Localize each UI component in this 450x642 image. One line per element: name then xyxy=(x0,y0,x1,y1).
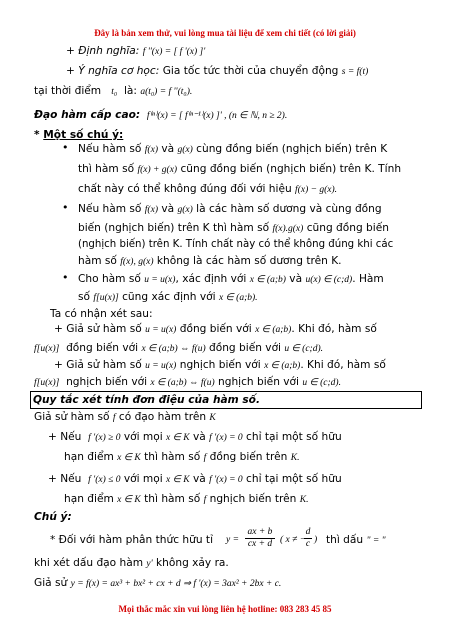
bullet-icon: • xyxy=(62,201,69,214)
notes-title-line xyxy=(34,128,123,142)
note-1-tail xyxy=(326,533,386,548)
physics-meaning-line-2 xyxy=(34,84,192,99)
math-fx: f(x) xyxy=(144,205,158,215)
rule-text: chỉ tại một số hữu xyxy=(246,431,342,443)
note-text: chất này có thể không đúng đối với hiệu xyxy=(78,183,292,195)
math-x-in-K: x ∈ K xyxy=(117,495,141,505)
note-text: số xyxy=(78,291,91,303)
math-u: u = u(x) xyxy=(145,325,177,335)
math-gx: g(x) xyxy=(177,205,193,215)
note-text: Nếu hàm số xyxy=(78,203,142,215)
notes-title: Một số chú ý: xyxy=(43,129,124,141)
observation-2-line-2 xyxy=(34,375,341,390)
math-f: f xyxy=(203,495,207,505)
physics-text-2: tại thời điểm xyxy=(34,85,102,97)
math-x-interval: x ∈ (a;b) xyxy=(264,361,301,371)
note-text: Cho hàm số xyxy=(78,273,141,285)
note-text: , xác định với xyxy=(175,273,247,285)
note-title: Chú ý: xyxy=(34,511,72,523)
rule-text: + Nếu xyxy=(48,473,82,485)
second-derivative-formula: f ''(x) = [ f '(x) ]' xyxy=(142,47,206,57)
bullet-icon: • xyxy=(62,271,69,284)
math-u: u = u(x) xyxy=(144,275,176,285)
note-text: thì dấu xyxy=(326,534,364,546)
note-2-line-2 xyxy=(78,221,389,236)
note-3-line-1 xyxy=(78,272,384,287)
note-text: là các hàm số dương và cùng đồng xyxy=(196,203,382,215)
note-text: cùng đồng biến (nghịch biến) trên K xyxy=(196,143,388,155)
note-text: hàm số xyxy=(78,255,117,267)
math-gx: g(x) xyxy=(177,145,193,155)
note-2-line-4 xyxy=(78,254,342,269)
math-K: K. xyxy=(299,495,309,505)
rule-2-line-1 xyxy=(48,472,342,487)
math-x-in-K: x ∈ K xyxy=(166,433,190,443)
rule-text: nghịch biến trên xyxy=(209,493,297,505)
observation-1-line-1 xyxy=(54,322,377,337)
math-diff: f(x) − g(x). xyxy=(295,185,338,195)
rule-text: + Nếu xyxy=(48,431,82,443)
motion-equation: s = f(t) xyxy=(341,67,369,77)
fraction-numerator: ax + b xyxy=(247,527,273,537)
math-equivalence: x ∈ (a;b) ⇔ f(u) xyxy=(141,344,206,354)
rule-text: Giả sử hàm số xyxy=(34,411,110,423)
note-1-line-3 xyxy=(78,182,337,197)
note-text: nghịch biến với xyxy=(179,359,261,371)
note-text: cũng đồng biến xyxy=(306,222,389,234)
rule-1-line-1 xyxy=(48,430,342,445)
math-x-interval: x ∈ (a;b) xyxy=(255,325,292,335)
math-f: f xyxy=(112,413,116,423)
rule-text: đồng biến trên xyxy=(209,451,288,463)
note-text: đồng biến với xyxy=(209,342,281,354)
note-text: và xyxy=(161,203,175,215)
note-1-line-2 xyxy=(78,162,401,177)
math-fg: f(x), g(x) xyxy=(120,257,154,267)
note-text: . Khi đó, hàm số xyxy=(300,359,386,371)
note-text: + Giả sử hàm số xyxy=(54,359,142,371)
fraction-denominator: c xyxy=(305,539,311,549)
definition-line xyxy=(66,44,205,59)
rule-text: thì hàm số xyxy=(144,493,201,505)
note-text: * Đối với hàm phân thức hữu tỉ xyxy=(50,534,214,546)
math-u-interval: u ∈ (c;d). xyxy=(284,344,323,354)
definition-label: + Định nghĩa: xyxy=(66,45,140,57)
fraction-denominator: cx + d xyxy=(247,539,273,549)
math-equation: f '(x) = 0 xyxy=(209,475,243,485)
note-text: . Khi đó, hàm số xyxy=(291,323,377,335)
rule-title: Quy tắc xét tính đơn điệu của hàm số. xyxy=(33,394,260,406)
rule-text: hạn điểm xyxy=(64,451,114,463)
math-K: K. xyxy=(290,453,300,463)
math-x-interval: x ∈ (a;b) xyxy=(249,275,286,285)
math-inequality: f '(x) ≥ 0 xyxy=(88,433,121,443)
math-equation: f '(x) = 0 xyxy=(209,433,243,443)
note-text: cũng đồng biến (nghịch biến) trên K. Tính xyxy=(180,163,402,175)
math-fu: f[u(x)] xyxy=(93,293,119,303)
rule-text: và xyxy=(193,473,206,485)
note-text: thì hàm số xyxy=(78,163,135,175)
note-text: Giả sử xyxy=(34,577,68,589)
note-2-line-1 xyxy=(78,202,382,217)
math-equivalence: x ∈ (a;b) ⇔ f(u) xyxy=(150,378,215,388)
hotline-footer: Mọi thắc mắc xin vui lòng liên hệ hotline: 083 283 45 85 xyxy=(118,604,332,614)
rule-intro xyxy=(34,410,216,425)
observation-1-line-2 xyxy=(34,341,323,356)
higher-order-label: Đạo hàm cấp cao: xyxy=(34,109,141,121)
note-text: đồng biến với xyxy=(66,342,139,354)
equals-sign-quote: " = " xyxy=(366,536,386,546)
math-u: u = u(x) xyxy=(145,361,177,371)
notes-star: * xyxy=(34,129,40,141)
rule-1-line-2 xyxy=(64,450,300,465)
note-3-line-2 xyxy=(78,290,258,305)
rule-text: thì hàm số xyxy=(144,451,201,463)
rule-text: có đạo hàm trên xyxy=(118,411,207,423)
rational-y: y = xyxy=(226,535,240,545)
math-f: f xyxy=(203,453,207,463)
math-fx: f(x) xyxy=(144,145,158,155)
condition-fraction xyxy=(304,527,312,550)
condition-left: ( x ≠ − xyxy=(280,535,307,545)
note-2-line xyxy=(34,576,281,591)
math-u-interval: u ∈ (c;d). xyxy=(302,378,341,388)
note-text: và xyxy=(289,273,303,285)
note-text: nghịch biến với xyxy=(66,376,148,388)
observation-label: Ta có nhận xét sau: xyxy=(50,308,153,320)
rule-text: với mọi xyxy=(123,473,163,485)
physics-meaning-text: Gia tốc tức thời của chuyển động xyxy=(162,65,339,77)
bullet-icon: • xyxy=(62,141,69,154)
rational-fraction xyxy=(245,527,275,550)
math-product: f(x).g(x) xyxy=(272,224,304,234)
note-2-line-3 xyxy=(78,238,393,252)
note-text: (nghịch biến) trên K. Tính chất này có thể không đúng khi các xyxy=(78,239,394,250)
math-fu: f[u(x)] xyxy=(34,344,60,354)
math-x-in-K: x ∈ K xyxy=(117,453,141,463)
rule-text: với mọi xyxy=(123,431,163,443)
higher-order-formula: f⁽ⁿ⁾(x) = [ f⁽ⁿ⁻¹⁾(x) ]' , (n ∈ ℕ, n ≥ 2). xyxy=(146,111,288,121)
math-K: K xyxy=(209,413,216,423)
math-x-interval: x ∈ (a;b). xyxy=(218,293,258,303)
math-u-interval: u(x) ∈ (c;d) xyxy=(305,275,353,285)
physics-meaning-label: + Ý nghĩa cơ học: xyxy=(66,65,160,77)
note-text: không là các hàm số dương trên K. xyxy=(156,255,342,267)
math-sum: f(x) + g(x) xyxy=(137,165,178,175)
is-label: là: xyxy=(123,85,137,97)
note-text: + Giả sử hàm số xyxy=(54,323,142,335)
note-text: . Hàm xyxy=(352,273,384,285)
note-text: cũng xác định với xyxy=(122,291,216,303)
math-inequality: f '(x) ≤ 0 xyxy=(88,475,121,485)
preview-header: Đây là bản xem thử, vui lòng mua tài liệu để xem chi tiết (có lời giải) xyxy=(94,28,356,38)
physics-meaning-line xyxy=(66,64,368,79)
note-1-line-2 xyxy=(34,556,229,571)
note-text: Nếu hàm số xyxy=(78,143,142,155)
math-fu: f[u(x)] xyxy=(34,378,60,388)
rule-text: hạn điểm xyxy=(64,493,114,505)
observation-2-line-1 xyxy=(54,358,386,373)
higher-order-line xyxy=(34,108,287,123)
note-text: không xảy ra. xyxy=(156,557,229,569)
rule-text: chỉ tại một số hữu xyxy=(246,473,342,485)
note-text: khi xét dấu đạo hàm xyxy=(34,557,144,569)
condition-right: ) xyxy=(314,535,318,545)
note-text: đồng biến với xyxy=(179,323,252,335)
math-y-prime: y' xyxy=(146,559,153,569)
note-1-line xyxy=(50,533,213,547)
acceleration-formula: a(t₀) = f ''(t₀). xyxy=(140,87,193,97)
cubic-derivative-formula: y = f(x) = ax³ + bx² + cx + d ⇒ f '(x) = 3ax² + 2bx + c. xyxy=(70,579,282,589)
rule-2-line-2 xyxy=(64,492,308,507)
note-text: nghịch biến với xyxy=(218,376,299,388)
note-1-line-1 xyxy=(78,142,387,157)
note-text: biến (nghịch biến) trên K thì hàm số xyxy=(78,222,270,234)
fraction-numerator: d xyxy=(305,527,311,537)
rule-text: và xyxy=(193,431,206,443)
time-t0: t₀ xyxy=(111,87,118,97)
note-text: và xyxy=(161,143,175,155)
math-x-in-K: x ∈ K xyxy=(166,475,190,485)
